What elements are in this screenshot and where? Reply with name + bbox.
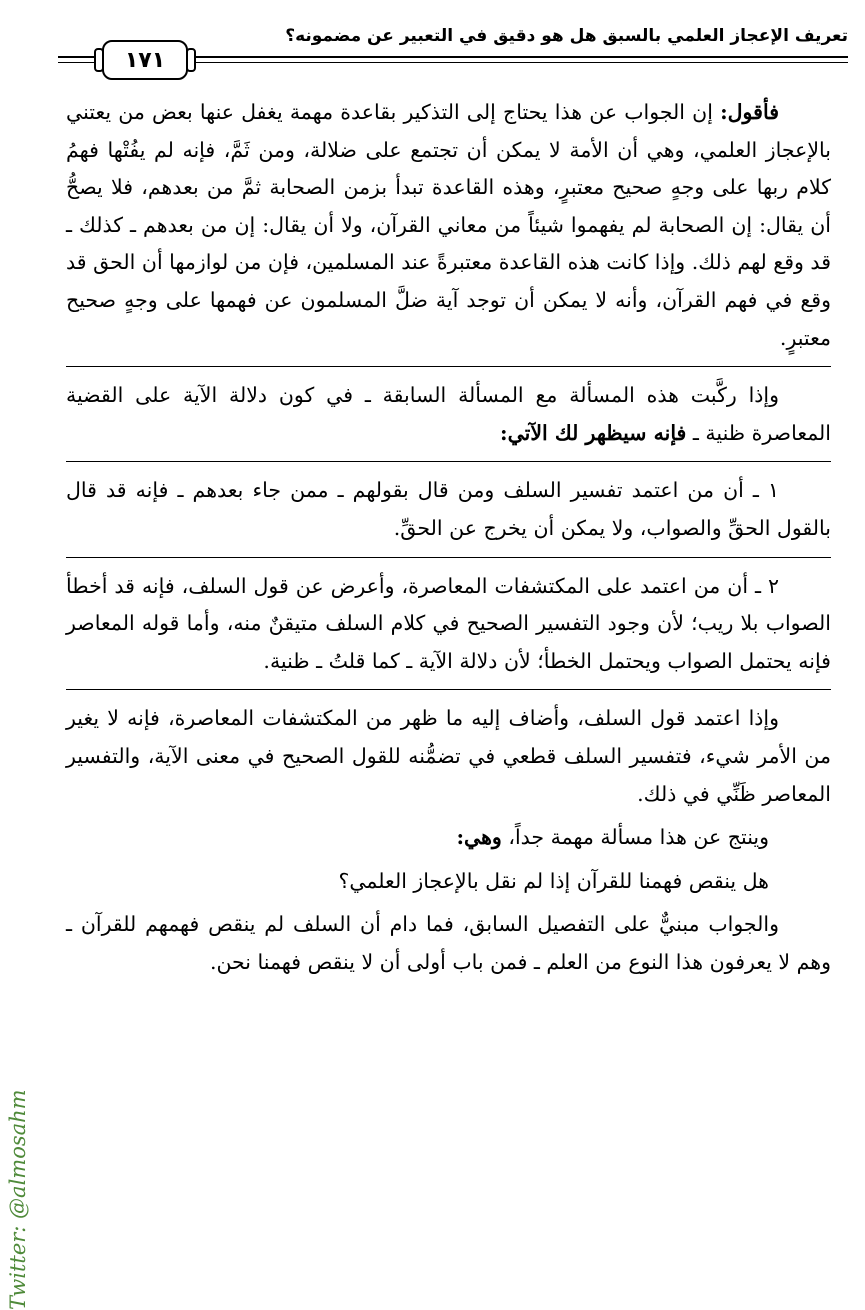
paragraph (66, 819, 831, 857)
paragraph-text: إن الجواب عن هذا يحتاج إلى التذكير بقاعدة مهمة يغفل عنها بعض من يعتني بالإعجاز العلمي، وهي أن الأمة لا يمكن أن تجتمع على ضلالة، ومن ثَمَّ، فإنه لم يفُتْها فهمُ كلام ربها على وجهٍ صحيح معتبرٍ، وهذه القاعدة تبدأ بزمن الصحابة ثمَّ من بعدهم، فلا يصحُّ أن يقال: إن الصحابة لم يفهموا شيئاً من معاني القرآن، ولا أن يقال: إن من بعدهم ـ كذلك ـ قد وقع لهم ذلك. وإذا كانت هذه القاعدة معتبرةً عند المسلمين، فإن من لوازمها أن الحق قد وقع في فهم القرآن، وأنه لا يمكن أن توجد آية ضلَّ المسلمون عن فهمها على وجهٍ صحيح معتبرٍ. (66, 100, 831, 350)
page-number: ١٧١ (102, 40, 188, 80)
list-item: ٢ ـ أن من اعتمد على المكتشفات المعاصرة، وأعرض عن قول السلف، فإنه قد أخطأ الصواب بلا ريب؛ لأن وجود التفسير الصحيح في كلام السلف متيقنٌ منه، وأما قوله المعاصر فإنه يحتمل الصواب ويحتمل الخطأ؛ لأن دلالة الآية ـ كما قلتُ ـ ظنية. (66, 573, 831, 673)
header-rule (190, 56, 848, 58)
divider (66, 461, 831, 462)
divider (66, 366, 831, 367)
paragraph-bold-text: وهي: (456, 825, 502, 850)
list-item: ١ ـ أن من اعتمد تفسير السلف ومن قال بقولهم ـ ممن جاء بعدهم ـ فإنه قد قال بالقول الحقِّ والصواب، ولا يمكن أن يخرج عن الحقِّ. (66, 478, 831, 540)
page-body (66, 94, 831, 981)
divider (66, 557, 831, 558)
paragraph-lead: فأقول: (720, 100, 779, 124)
paragraph-text: وإذا ركَّبت هذه المسألة مع المسألة السابقة ـ في كون دلالة الآية على القضية المعاصرة ظنية ـ (66, 383, 831, 445)
header-rule (58, 56, 96, 58)
running-header (58, 22, 848, 80)
paragraph: والجواب مبنيٌّ على التفصيل السابق، فما دام أن السلف لم ينقص فهمهم للقرآن ـ وهم لا يعرفون هذا النوع من العلم ـ فمن باب أولى أن لا ينقص فهمنا نحن. (66, 912, 831, 974)
question-line: هل ينقص فهمنا للقرآن إذا لم نقل بالإعجاز العلمي؟ (338, 868, 769, 893)
paragraph-bold-text: فإنه سيظهر لك الآتي: (500, 420, 687, 445)
running-header-title: تعريف الإعجاز العلمي بالسبق هل هو دقيق في التعبير عن مضمونه؟ (285, 26, 848, 46)
divider (66, 689, 831, 690)
paragraph: وإذا اعتمد قول السلف، وأضاف إليه ما ظهر من المكتشفات المعاصرة، فإنه لا يغير من الأمر شيء، فتفسير السلف قطعي في تضمُّنه للقول الصحيح في معنى الآية، والتفسير المعاصر ظَنِّي في ذلك. (66, 706, 831, 806)
header-rule (58, 62, 96, 63)
paragraph (66, 377, 831, 452)
header-rule (190, 62, 848, 63)
paragraph-text: وينتج عن هذا مسألة مهمة جداً، (501, 825, 769, 850)
watermark-text: Twitter: @almosahm (6, 1089, 30, 1310)
paragraph (66, 94, 831, 357)
